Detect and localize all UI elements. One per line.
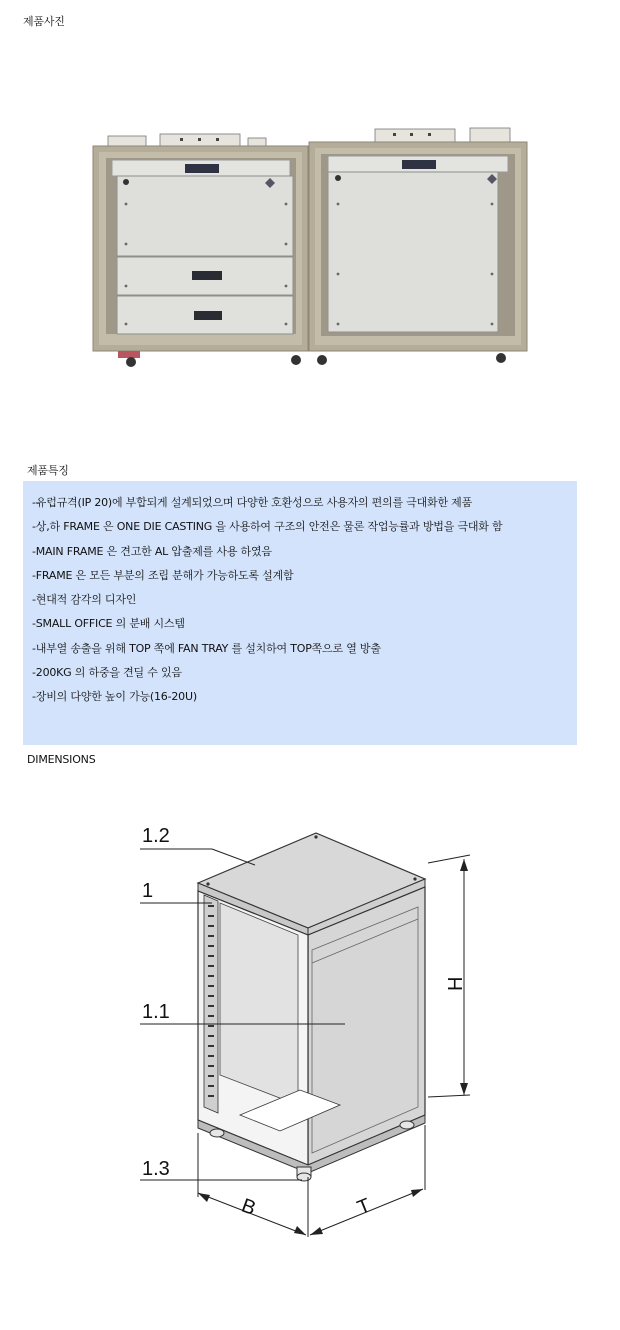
feature-item: -장비의 다양한 높이 가능(16-20U) [32,690,197,704]
feature-item: -유럽규격(IP 20)에 부합되게 설계되었으며 다양한 호환성으로 사용자의 편의를 극대화한 제품 [32,496,473,509]
feature-item: -200KG 의 하중을 견딜 수 있음 [32,666,182,680]
features-list [32,493,502,712]
feature-item: -상,하 FRAME 은 ONE DIE CASTING 을 사용하여 구조의 안전은 물론 작업능률과 방법을 극대화 함 [32,520,503,534]
photo-heading: 제품사진 [23,15,65,28]
dimensions-heading: DIMENSIONS [27,753,96,766]
feature-item: -MAIN FRAME 은 견고한 AL 압출제를 사용 하였음 [32,544,272,558]
label-side-panel: 1.1 [142,1001,170,1023]
label-foot: 1.3 [142,1158,170,1180]
product-photo [88,124,533,374]
rack-rail [204,895,218,1113]
label-height: H [445,976,467,991]
dimension-diagram [100,815,520,1255]
label-depth: T [354,1194,374,1220]
label-width: B [238,1194,259,1220]
feature-item: -현대적 감각의 디자인 [32,593,137,607]
features-box [23,481,577,745]
label-frame: 1 [142,880,154,902]
feature-item: -SMALL OFFICE 의 분배 시스템 [32,617,185,631]
feature-item: -FRAME 은 모든 부분의 조립 분해가 가능하도록 설계함 [32,568,294,582]
feature-item: -내부열 송출을 위해 TOP 쪽에 FAN TRAY 를 설치하여 TOP쪽으로 열 방출 [32,641,381,655]
left-cabinet [93,146,308,351]
right-cabinet [309,142,527,351]
label-top: 1.2 [142,825,170,847]
casters [118,351,506,367]
features-heading: 제품특징 [27,464,69,477]
